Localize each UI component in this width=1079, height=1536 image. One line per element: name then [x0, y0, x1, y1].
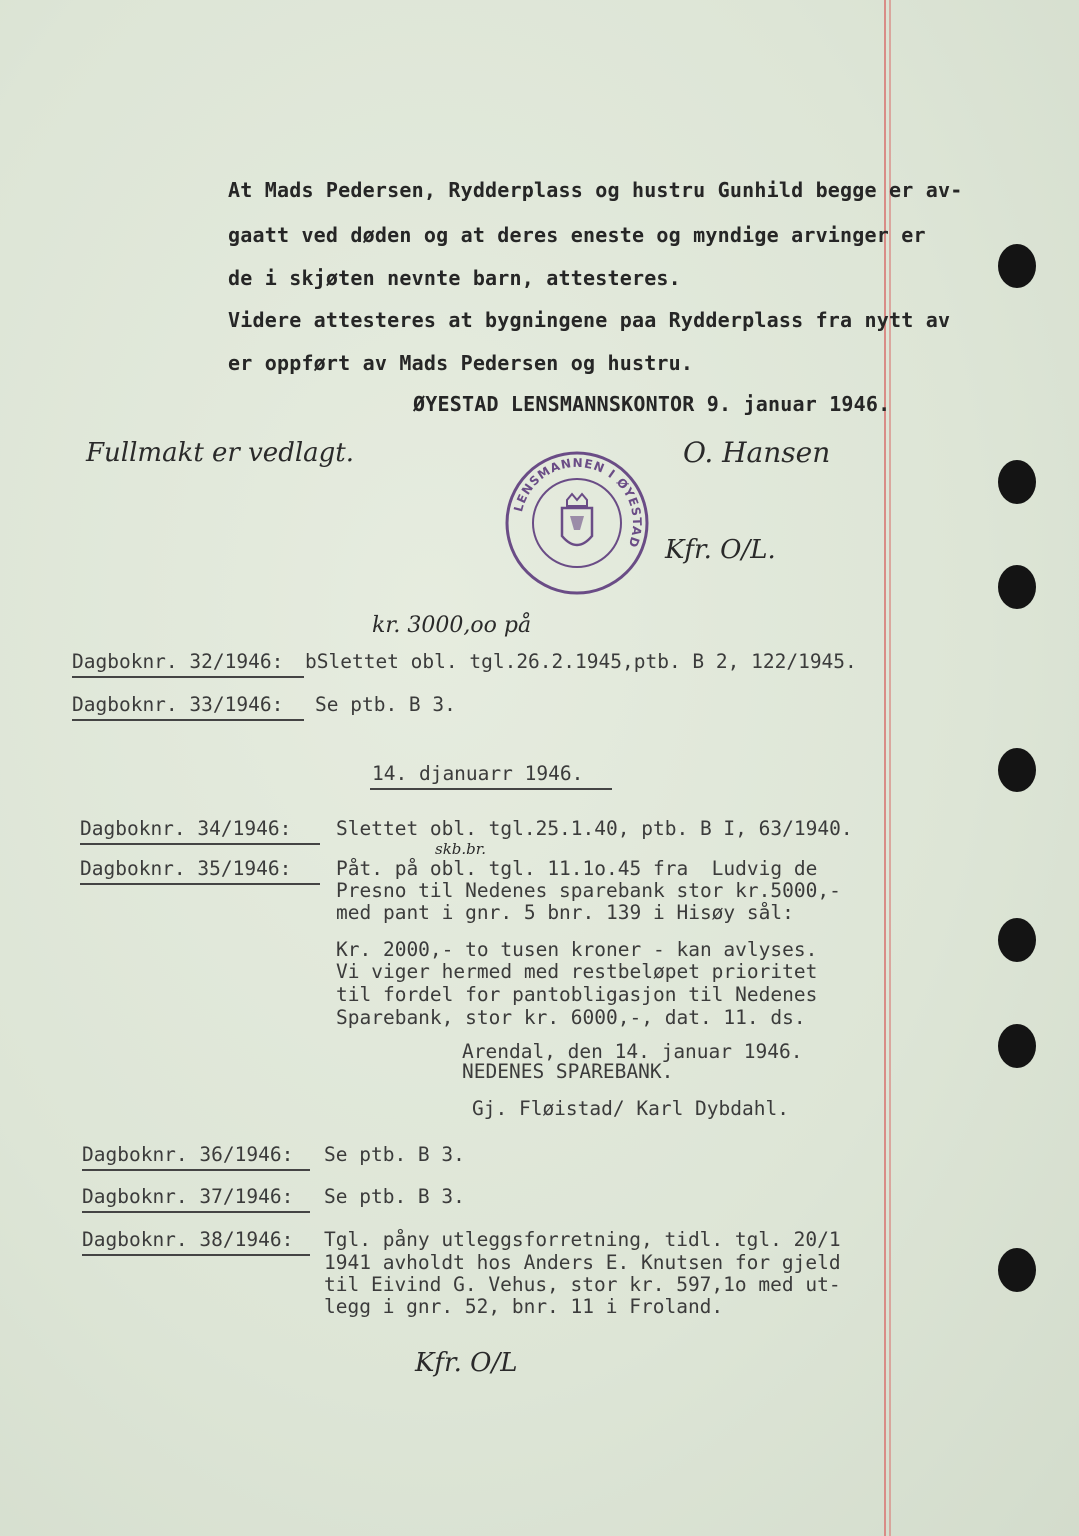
dagboknr-label: Dagboknr. 34/1946: — [80, 817, 292, 840]
punch-hole — [998, 244, 1036, 288]
label-underline — [72, 676, 304, 678]
dagboknr-label: Dagboknr. 35/1946: — [80, 857, 292, 880]
label-underline — [80, 843, 320, 845]
certificate-line: er oppført av Mads Pedersen og hustru. — [228, 351, 694, 375]
dagboknr-text: Se ptb. B 3. — [315, 693, 456, 716]
certificate-line: At Mads Pedersen, Rydderplass og hustru Gunhild begge er av- — [228, 178, 963, 202]
lensmann-stamp — [504, 450, 650, 596]
handwritten-fullmakt: Fullmakt er vedlagt. — [86, 438, 355, 468]
dagboknr-label: Dagboknr. 32/1946: — [72, 650, 284, 673]
date-heading: 14. djanuarr 1946. — [372, 762, 584, 785]
punch-hole — [998, 748, 1036, 792]
office-date: ØYESTAD LENSMANNSKONTOR 9. januar 1946. — [413, 392, 891, 416]
certificate-line: gaatt ved døden og at deres eneste og myndige arvinger er — [228, 223, 926, 247]
entry-line: Presno til Nedenes sparebank stor kr.5000,- — [336, 879, 841, 902]
label-underline — [82, 1254, 310, 1256]
dagboknr-label: Dagboknr. 33/1946: — [72, 693, 284, 716]
place-date: Arendal, den 14. januar 1946. — [462, 1040, 803, 1063]
quote-line: Sparebank, stor kr. 6000,-, dat. 11. ds. — [336, 1006, 806, 1029]
punch-hole — [998, 918, 1036, 962]
entry-line: Tgl. påny utleggsforretning, tidl. tgl. 20/1 — [324, 1228, 841, 1251]
certificate-line: de i skjøten nevnte barn, attesteres. — [228, 266, 681, 290]
label-underline — [82, 1169, 310, 1171]
quote-line: Vi viger hermed med restbeløpet prioritet — [336, 960, 818, 983]
dagboknr-label: Dagboknr. 37/1946: — [82, 1185, 294, 1208]
handwritten-signature: O. Hansen — [683, 436, 831, 469]
date-underline — [370, 788, 612, 790]
label-underline — [82, 1211, 310, 1213]
entry-line: med pant i gnr. 5 bnr. 139 i Hisøy sål: — [336, 901, 794, 924]
punch-hole — [998, 1248, 1036, 1292]
bank-name: NEDENES SPAREBANK. — [462, 1060, 674, 1083]
punch-hole — [998, 460, 1036, 504]
handwritten-kfr: Kfr. O/L — [415, 1348, 518, 1378]
stamp-text: LENSMANNEN I ØYESTAD — [511, 455, 645, 550]
handwritten-kfr: Kfr. O/L. — [665, 535, 776, 565]
label-underline — [80, 883, 320, 885]
signers: Gj. Fløistad/ Karl Dybdahl. — [472, 1097, 789, 1120]
dagboknr-text: Slettet obl. tgl.25.1.40, ptb. B I, 63/1940. — [336, 817, 853, 840]
dagboknr-label: Dagboknr. 36/1946: — [82, 1143, 294, 1166]
entry-line: til Eivind G. Vehus, stor kr. 597,1o med ut- — [324, 1273, 841, 1296]
quote-line: Kr. 2000,- to tusen kroner - kan avlyses. — [336, 938, 818, 961]
handwritten-amount: kr. 3000,oo på — [372, 613, 532, 638]
handwritten-note: skb.br. — [435, 840, 487, 858]
certificate-line: Videre attesteres at bygningene paa Rydderplass fra nytt av — [228, 308, 951, 332]
punch-hole — [998, 1024, 1036, 1068]
dagboknr-text: Se ptb. B 3. — [324, 1143, 465, 1166]
punch-hole — [998, 565, 1036, 609]
entry-line: 1941 avholdt hos Anders E. Knutsen for gjeld — [324, 1251, 841, 1274]
entry-line: Påt. på obl. tgl. 11.1o.45 fra Ludvig de — [336, 857, 818, 880]
entry-line: legg i gnr. 52, bnr. 11 i Froland. — [324, 1295, 724, 1318]
dagboknr-text: bSlettet obl. tgl.26.2.1945,ptb. B 2, 122/1945. — [305, 650, 857, 673]
dagboknr-text: Se ptb. B 3. — [324, 1185, 465, 1208]
quote-line: til fordel for pantobligasjon til Nedenes — [336, 983, 818, 1006]
label-underline — [72, 719, 304, 721]
dagboknr-label: Dagboknr. 38/1946: — [82, 1228, 294, 1251]
